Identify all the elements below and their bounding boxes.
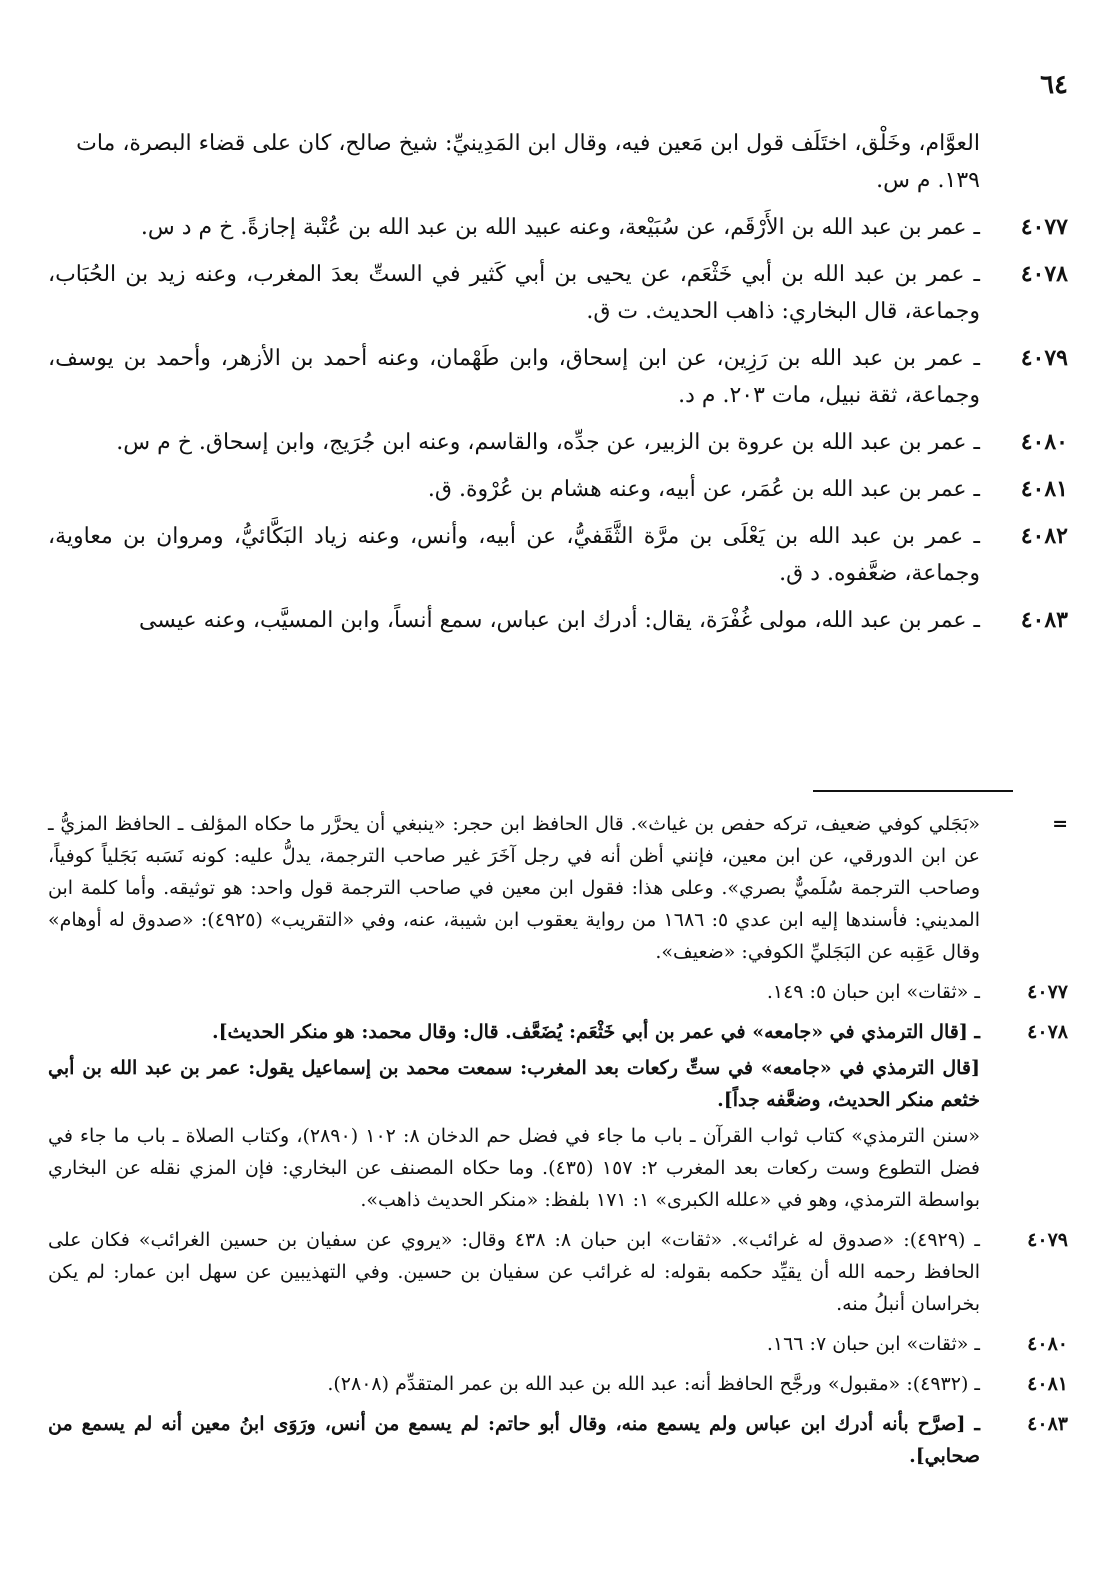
footnote-body [48, 1224, 980, 1324]
footnote-paragraph: [قال الترمذي في «جامعه» في ستِّ ركعات بعد المغرب: سمعت محمد بن إسماعيل يقول: عمر بن عبد الله بن أبي خثعم منكر الحديث، وضعَّفه جداً]. [48, 1057, 980, 1111]
footnote-paragraph: ـ (٤٩٢٩): «صدوق له غرائب». «ثقات» ابن حبان ٨: ٤٣٨ وقال: «يروي عن سفيان بن حسين الغرائب» فكان على الحافظ رحمه الله أن يقيِّد حكمه بقوله: له غرائب عن سفيان بن حسين. وفي التهذيبين عن سهل ابن عمار: لم يكن بخراسان أنبلُ منه. [48, 1229, 980, 1315]
entry-number: ٤٠٨٢ [1020, 523, 1068, 549]
footnote [48, 808, 1068, 972]
footnote-divider [813, 790, 1013, 792]
footnote-body [48, 976, 980, 1012]
footnote-number: ٤٠٧٨ [1027, 1021, 1068, 1043]
entry [48, 340, 1068, 414]
entry [48, 256, 1068, 330]
footnote-paragraph: ـ (٤٩٣٢): «مقبول» ورجَّح الحافظ أنه: عبد الله بن عبد الله بن عمر المتقدِّم (٢٨٠٨). [327, 1373, 980, 1395]
entry [48, 518, 1068, 592]
footnote-paragraph: ـ [قال الترمذي في «جامعه» في عمر بن أبي خَثْعَم: يُضَعَّف. قال: وقال محمد: هو منكر الحديث]. [211, 1021, 980, 1043]
footnote-paragraph: «سنن الترمذي» كتاب ثواب القرآن ـ باب ما جاء في فضل حم الدخان ٨: ١٠٢ (٢٨٩٠)، وكتاب الصلاة ـ باب ما جاء في فضل التطوع وست ركعات بعد المغرب ٢: ١٥٧ (٤٣٥). وما حكاه المصنف عن البخاري: فإن المزي نقله عن البخاري بواسطة الترمذي، وهو في «علله الكبرى» ١: ١٧١ بلفظ: «منكر الحديث ذاهب». [48, 1125, 981, 1211]
entry-text: ـ عمر بن عبد الله، مولى غُفْرَة، يقال: أدرك ابن عباس، سمع أنساً، وابن المسيَّب، وعنه عيسى [138, 608, 980, 633]
entry [48, 209, 1068, 246]
footnote-number: = [1052, 813, 1068, 835]
page-number: ٦٤ [1040, 70, 1068, 100]
entries-list [48, 209, 1068, 639]
footnote-body [48, 1408, 980, 1476]
footnote [48, 1224, 1068, 1324]
entry-number: ٤٠٨١ [1020, 476, 1068, 502]
entry-text: ـ عمر بن عبد الله بن يَعْلَى بن مرَّة الثَّقَفيُّ، عن أبيه، وأنس، وعنه زياد البَكَّائيُّ، ومروان بن معاوية، وجماعة، ضعَّفوه. د ق. [48, 524, 980, 586]
entry-number: ٤٠٧٧ [1020, 214, 1068, 240]
footnote-paragraph: ـ [صرَّح بأنه أدرك ابن عباس ولم يسمع منه، وقال أبو حاتم: لم يسمع من أنس، ورَوَى ابنُ معين أنه لم يسمع من صحابي]. [48, 1413, 980, 1467]
entry-text: ـ عمر بن عبد الله بن عُمَر، عن أبيه، وعنه هشام بن عُرْوة. ق. [427, 477, 980, 502]
entry-number: ٤٠٨٠ [1020, 429, 1068, 455]
footnote-number: ٤٠٨٠ [1027, 1333, 1068, 1355]
footnote [48, 976, 1068, 1012]
footnote [48, 1408, 1068, 1476]
entry-text: ـ عمر بن عبد الله بن عروة بن الزبير، عن جدِّه، والقاسم، وعنه ابن جُرَيج، وابن إسحاق. خ م س. [116, 430, 980, 455]
footnote [48, 1016, 1068, 1220]
entry [48, 602, 1068, 639]
entry-number: ٤٠٨٣ [1020, 607, 1068, 633]
entry-text: ـ عمر بن عبد الله بن أبي خَثْعَم، عن يحيى بن أبي كَثير في الستِّ بعدَ المغرب، وعنه زيد بن الحُبَاب، وجماعة، قال البخاري: ذاهب الحديث. ت ق. [48, 262, 980, 324]
footnote-paragraph: «بَجَلي كوفي ضعيف، تركه حفص بن غياث». قال الحافظ ابن حجر: «ينبغي أن يحرَّر ما حكاه المؤلف ـ الحافظ المزيُّ ـ عن ابن الدورقي، عن ابن معين، فإنني أظن أنه في رجل آخَرَ غير صاحب الترجمة، يدلُّ عليه: كونه نَسَبه بَجَلياً كوفياً، وصاحب الترجمة سُلَميٌّ بصري». وعلى هذا: فقول ابن معين في صاحب الترجمة قول واحد: هو توثيقه. وأما كلمة ابن المديني: فأسندها إليه ابن عدي ٥: ١٦٨٦ من رواية يعقوب ابن شيبة، عنه، وفي «التقريب» (٤٩٢٥): «صدوق له أوهام» وقال عَقِبه عن البَجَليِّ الكوفي: «ضعيف». [48, 813, 980, 963]
footnote [48, 1328, 1068, 1364]
footnote-number: ٤٠٨٣ [1027, 1413, 1068, 1435]
footnote [48, 1368, 1068, 1404]
continuation-paragraph: العوَّام، وخَلْق، اختَلَف قول ابن مَعين فيه، وقال ابن المَدِينيِّ: شيخ صالح، كان على قضاء البصرة، مات ١٣٩. م س. [76, 131, 980, 193]
footnote-number: ٤٠٨١ [1027, 1373, 1068, 1395]
footnote-number: ٤٠٧٧ [1027, 981, 1068, 1003]
entry-number: ٤٠٧٨ [1020, 261, 1068, 287]
entry-text: ـ عمر بن عبد الله بن الأَرْقَم، عن سُبَيْعة، وعنه عبيد الله بن عبد الله بن عُتْبة إجازةً. خ م د س. [140, 215, 980, 240]
entry-text: ـ عمر بن عبد الله بن رَزِين، عن ابن إسحاق، وابن طَهْمان، وعنه أحمد بن الأزهر، وأحمد بن يوسف، وجماعة، ثقة نبيل، مات ٢٠٣. م د. [48, 346, 980, 408]
footnote-number: ٤٠٧٩ [1027, 1229, 1068, 1251]
document-page [48, 70, 1068, 1540]
entry [48, 471, 1068, 508]
footnote-paragraph: ـ «ثقات» ابن حبان ٥: ١٤٩. [766, 981, 980, 1003]
footnote-body [48, 1016, 980, 1220]
footnotes [48, 808, 1068, 1480]
entry [48, 424, 1068, 461]
main-text [48, 125, 1068, 649]
footnote-body [48, 808, 980, 972]
footnote-paragraph: ـ «ثقات» ابن حبان ٧: ١٦٦. [766, 1333, 980, 1355]
footnote-body [48, 1368, 980, 1404]
footnote-body [48, 1328, 980, 1364]
entry-number: ٤٠٧٩ [1020, 345, 1068, 371]
